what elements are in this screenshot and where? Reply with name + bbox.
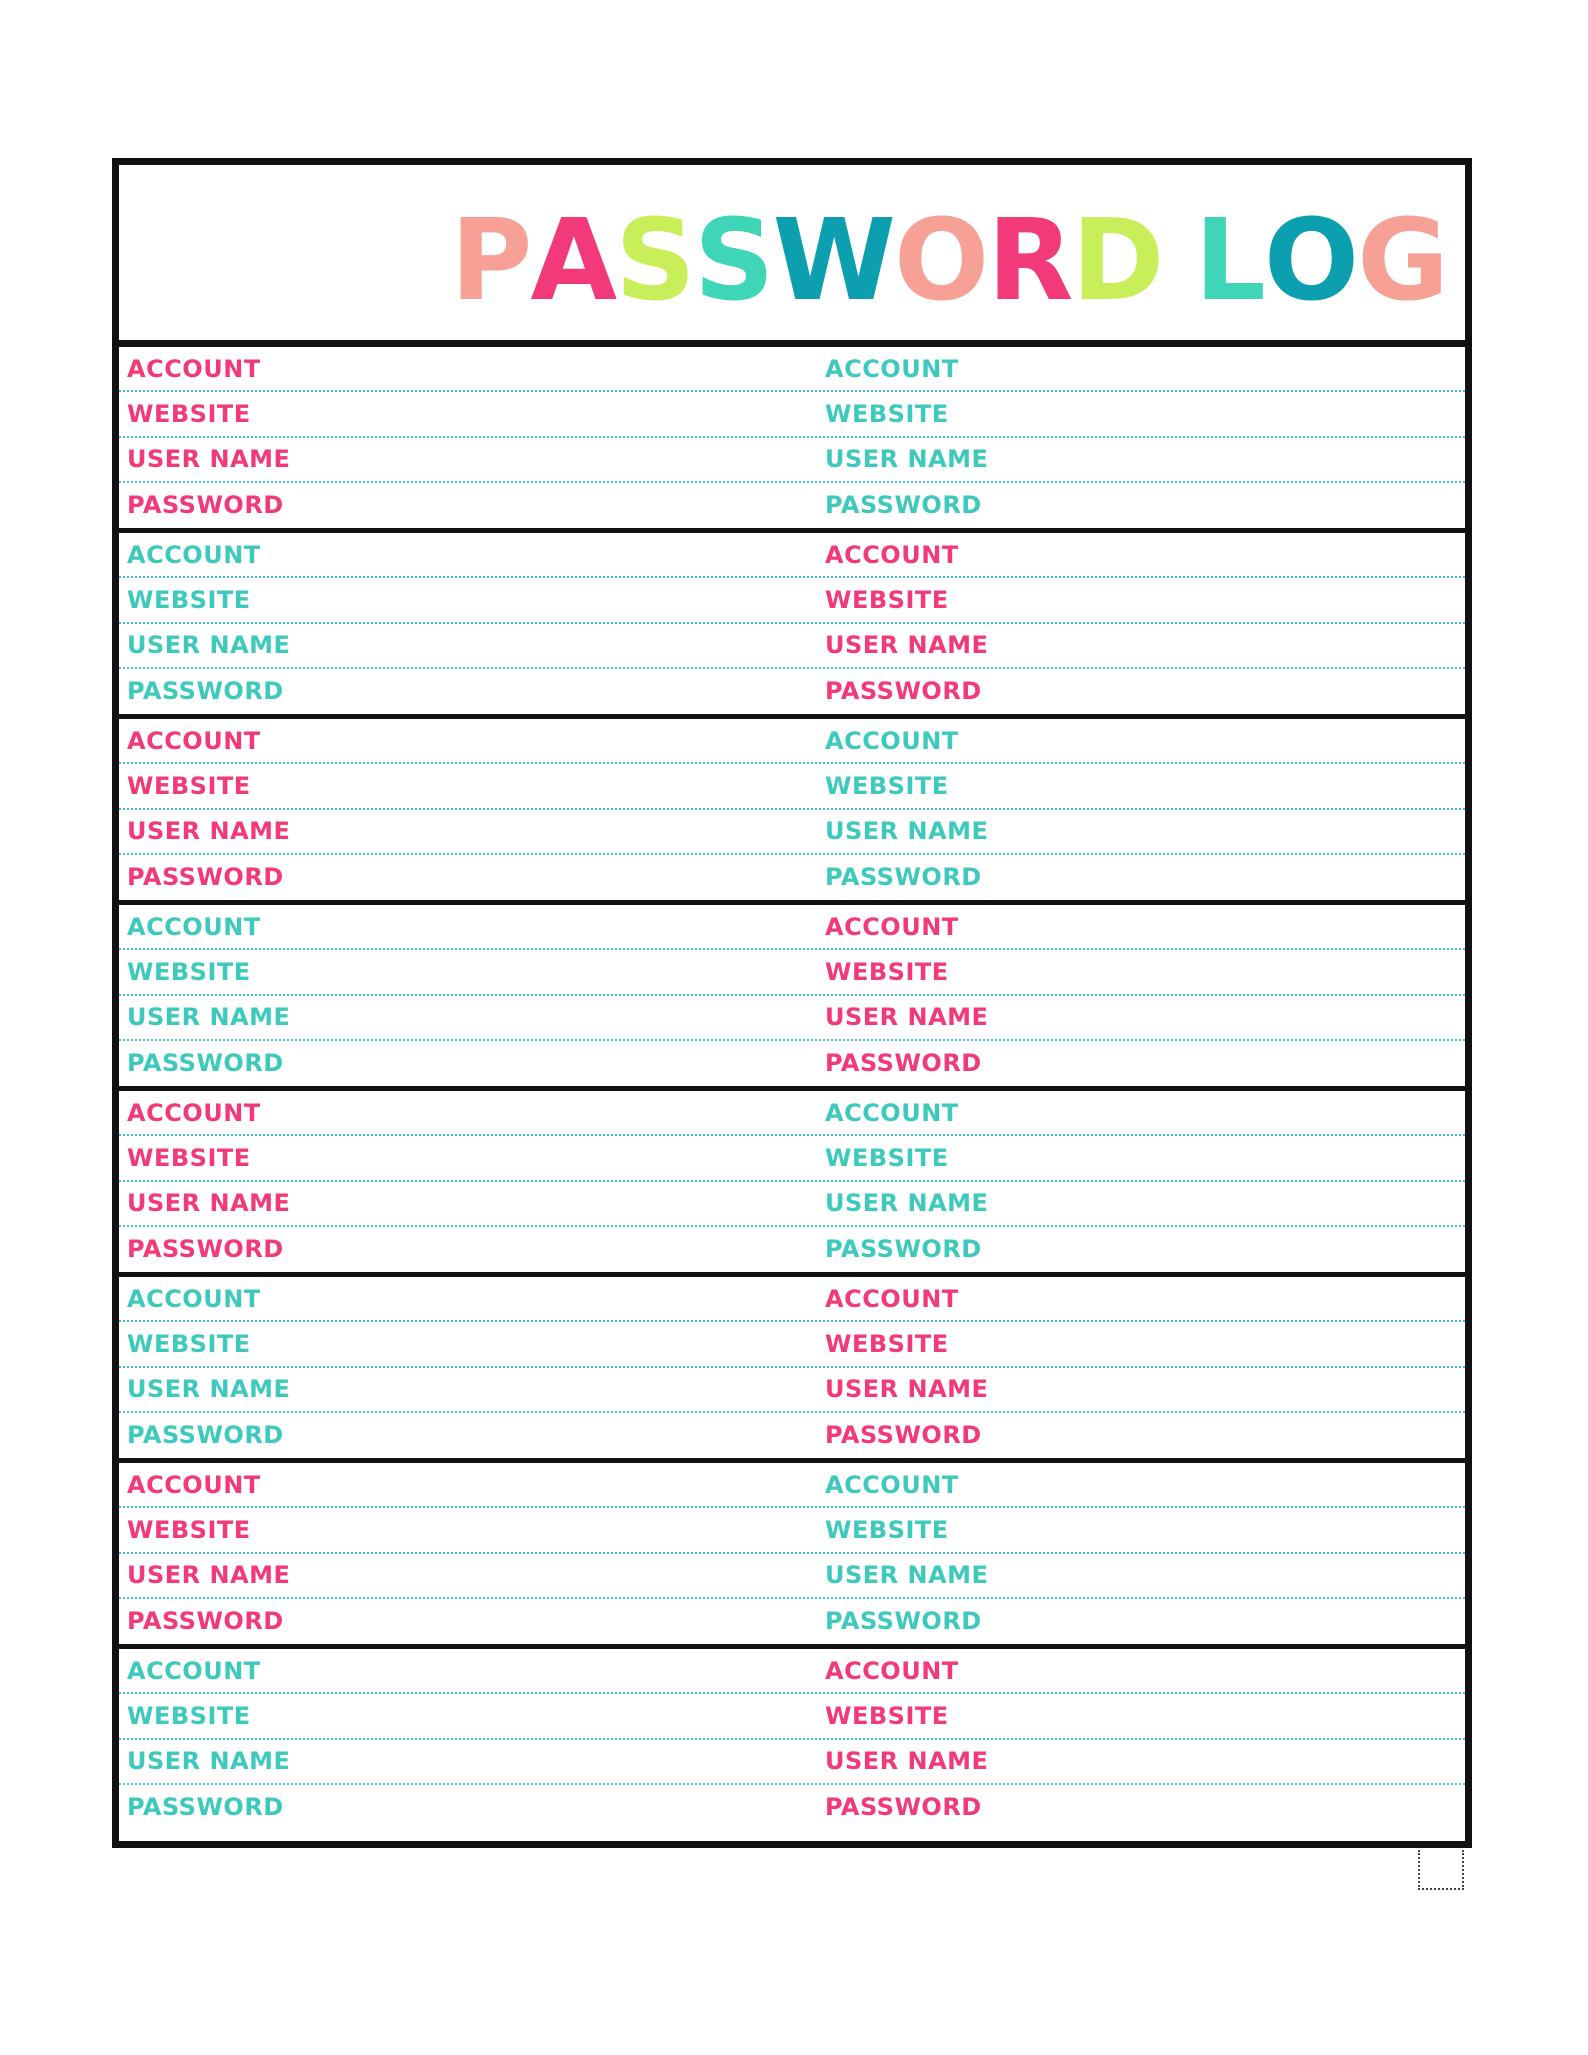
field-label-left: PASSWORD [127,863,284,892]
field-label-left: USER NAME [127,1747,291,1776]
field-label-right: USER NAME [825,1561,989,1590]
field-label-left: USER NAME [127,817,291,846]
field-label-left: USER NAME [127,1003,291,1032]
field-label-right: ACCOUNT [825,1098,959,1127]
title-letter: O [1263,196,1358,326]
field-label-right: ACCOUNT [825,1284,959,1313]
title-letter: L [1194,196,1264,326]
title-letter: D [1071,196,1163,326]
field-label-right: WEBSITE [825,1701,949,1730]
field-label-right: PASSWORD [825,1235,982,1264]
entry-row [119,1740,1465,1785]
field-label-right: WEBSITE [825,399,949,428]
title-letter: A [530,196,616,326]
field-label-right: PASSWORD [825,491,982,520]
title-letter: S [693,196,773,326]
field-label-left: ACCOUNT [127,354,261,383]
entry-row [119,624,1465,669]
title-letter: G [1357,196,1447,326]
entry-row [119,996,1465,1041]
corner-marker [1418,1850,1464,1890]
entry-row [119,1554,1465,1599]
field-label-left: WEBSITE [127,771,251,800]
field-label-left: WEBSITE [127,1329,251,1358]
field-label-left: USER NAME [127,631,291,660]
title-letter: P [450,196,531,326]
entry-row [119,1463,1465,1508]
entry-row [119,1508,1465,1553]
password-log-sheet [112,158,1472,1848]
field-label-left: ACCOUNT [127,1098,261,1127]
field-label-left: WEBSITE [127,399,251,428]
field-label-left: PASSWORD [127,1049,284,1078]
field-label-left: ACCOUNT [127,726,261,755]
entry-row [119,1322,1465,1367]
entry-row [119,1227,1465,1272]
entry-row [119,392,1465,437]
field-label-right: WEBSITE [825,957,949,986]
title-letter: W [772,196,895,326]
field-label-left: PASSWORD [127,1235,284,1264]
field-label-right: PASSWORD [825,677,982,706]
title-letter: R [987,196,1072,326]
entry-row [119,950,1465,995]
field-label-right: ACCOUNT [825,1470,959,1499]
field-label-right: WEBSITE [825,585,949,614]
page-title [450,196,1447,326]
field-label-left: WEBSITE [127,957,251,986]
entry-row [119,1413,1465,1458]
entry-row [119,1277,1465,1322]
field-label-right: USER NAME [825,445,989,474]
entry-row [119,905,1465,950]
field-label-right: WEBSITE [825,1515,949,1544]
entry-row [119,764,1465,809]
field-label-left: ACCOUNT [127,1284,261,1313]
field-label-right: ACCOUNT [825,726,959,755]
field-label-left: WEBSITE [127,1515,251,1544]
field-label-right: PASSWORD [825,1049,982,1078]
field-label-right: PASSWORD [825,863,982,892]
field-label-right: PASSWORD [825,1607,982,1636]
field-label-left: WEBSITE [127,585,251,614]
field-label-left: ACCOUNT [127,912,261,941]
entry-block [119,1277,1465,1463]
field-label-right: USER NAME [825,1747,989,1776]
entry-row [119,1136,1465,1181]
field-label-left: PASSWORD [127,1793,284,1822]
entry-row [119,669,1465,714]
field-label-left: PASSWORD [127,1421,284,1450]
entry-block [119,533,1465,719]
field-label-right: USER NAME [825,1003,989,1032]
field-label-right: ACCOUNT [825,1656,959,1685]
entry-row [119,1649,1465,1694]
field-label-right: ACCOUNT [825,912,959,941]
entry-row [119,1041,1465,1086]
entry-blocks [119,347,1465,1835]
field-label-left: USER NAME [127,1375,291,1404]
entry-row [119,1599,1465,1644]
field-label-right: USER NAME [825,1375,989,1404]
title-letter: S [615,196,694,326]
field-label-left: PASSWORD [127,491,284,520]
title-letter: O [894,196,988,326]
entry-row [119,855,1465,900]
field-label-left: ACCOUNT [127,540,261,569]
field-label-left: WEBSITE [127,1143,251,1172]
entry-block [119,1091,1465,1277]
field-label-right: PASSWORD [825,1793,982,1822]
field-label-right: WEBSITE [825,771,949,800]
field-label-right: ACCOUNT [825,354,959,383]
field-label-left: ACCOUNT [127,1470,261,1499]
field-label-left: USER NAME [127,445,291,474]
entry-row [119,347,1465,392]
entry-row [119,438,1465,483]
entry-row [119,810,1465,855]
field-label-left: ACCOUNT [127,1656,261,1685]
entry-row [119,1694,1465,1739]
field-label-right: USER NAME [825,631,989,660]
entry-row [119,1368,1465,1413]
entry-block [119,719,1465,905]
header [119,165,1465,347]
entry-row [119,719,1465,764]
field-label-right: WEBSITE [825,1329,949,1358]
entry-block [119,1649,1465,1835]
entry-block [119,1463,1465,1649]
entry-row [119,533,1465,578]
field-label-left: USER NAME [127,1189,291,1218]
entry-row [119,578,1465,623]
entry-row [119,483,1465,528]
entry-block [119,905,1465,1091]
entry-block [119,347,1465,533]
field-label-right: USER NAME [825,817,989,846]
field-label-right: WEBSITE [825,1143,949,1172]
field-label-right: USER NAME [825,1189,989,1218]
field-label-left: PASSWORD [127,677,284,706]
field-label-left: PASSWORD [127,1607,284,1636]
entry-row [119,1182,1465,1227]
field-label-left: WEBSITE [127,1701,251,1730]
entry-row [119,1091,1465,1136]
entry-row [119,1785,1465,1830]
field-label-left: USER NAME [127,1561,291,1590]
field-label-right: ACCOUNT [825,540,959,569]
field-label-right: PASSWORD [825,1421,982,1450]
